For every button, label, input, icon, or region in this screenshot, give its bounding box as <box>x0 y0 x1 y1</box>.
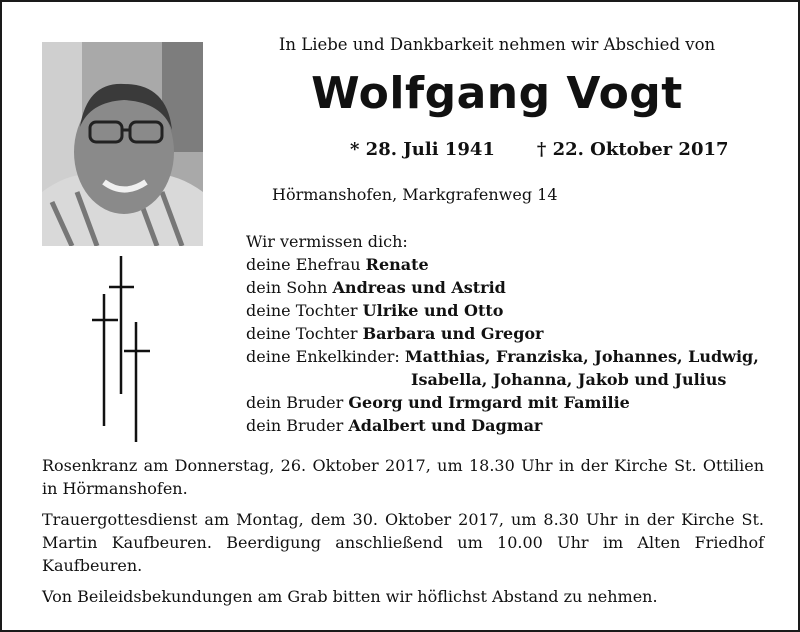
rosary-info: Rosenkranz am Donnerstag, 26. Oktober 2017, um 18.30 Uhr in der Kirche St. Ottilien in Hörmanshofen. <box>42 456 764 498</box>
list-item: dein Bruder Georg und Irmgard mit Familie <box>246 393 630 412</box>
crosses-icon <box>90 254 160 444</box>
life-dates <box>350 139 729 160</box>
condolence-note: Von Beileidsbekundungen am Grab bitten wir höflichst Abstand zu nehmen. <box>42 587 658 606</box>
deceased-name: Wolfgang Vogt <box>311 68 683 119</box>
mourners-list <box>246 230 759 437</box>
list-item: deine Tochter Barbara und Gregor <box>246 324 544 343</box>
portrait-illustration <box>42 42 203 246</box>
mourners-heading: Wir vermissen dich: <box>246 232 408 251</box>
list-item: dein Sohn Andreas und Astrid <box>246 278 506 297</box>
list-item: deine Ehefrau Renate <box>246 255 429 274</box>
birth-date: * 28. Juli 1941 <box>350 139 495 160</box>
intro-line: In Liebe und Dankbarkeit nehmen wir Abschied von <box>278 35 716 54</box>
list-item: Isabella, Johanna, Jakob und Julius <box>411 370 727 389</box>
death-date: † 22. Oktober 2017 <box>536 139 729 160</box>
list-item: deine Tochter Ulrike und Otto <box>246 301 504 320</box>
list-item: dein Bruder Adalbert und Dagmar <box>246 416 543 435</box>
list-item: deine Enkelkinder: Matthias, Franziska, Johannes, Ludwig, <box>246 347 759 366</box>
funeral-service-info: Trauergottesdienst am Montag, dem 30. Oktober 2017, um 8.30 Uhr in der Kirche St. Martin Kaufbeuren. Beerdigung anschließend um 10.00 Uhr im Alten Friedhof Kaufbeuren. <box>42 510 764 575</box>
address: Hörmanshofen, Markgrafenweg 14 <box>272 185 558 204</box>
service-details <box>42 454 764 616</box>
portrait-photo <box>42 42 203 246</box>
